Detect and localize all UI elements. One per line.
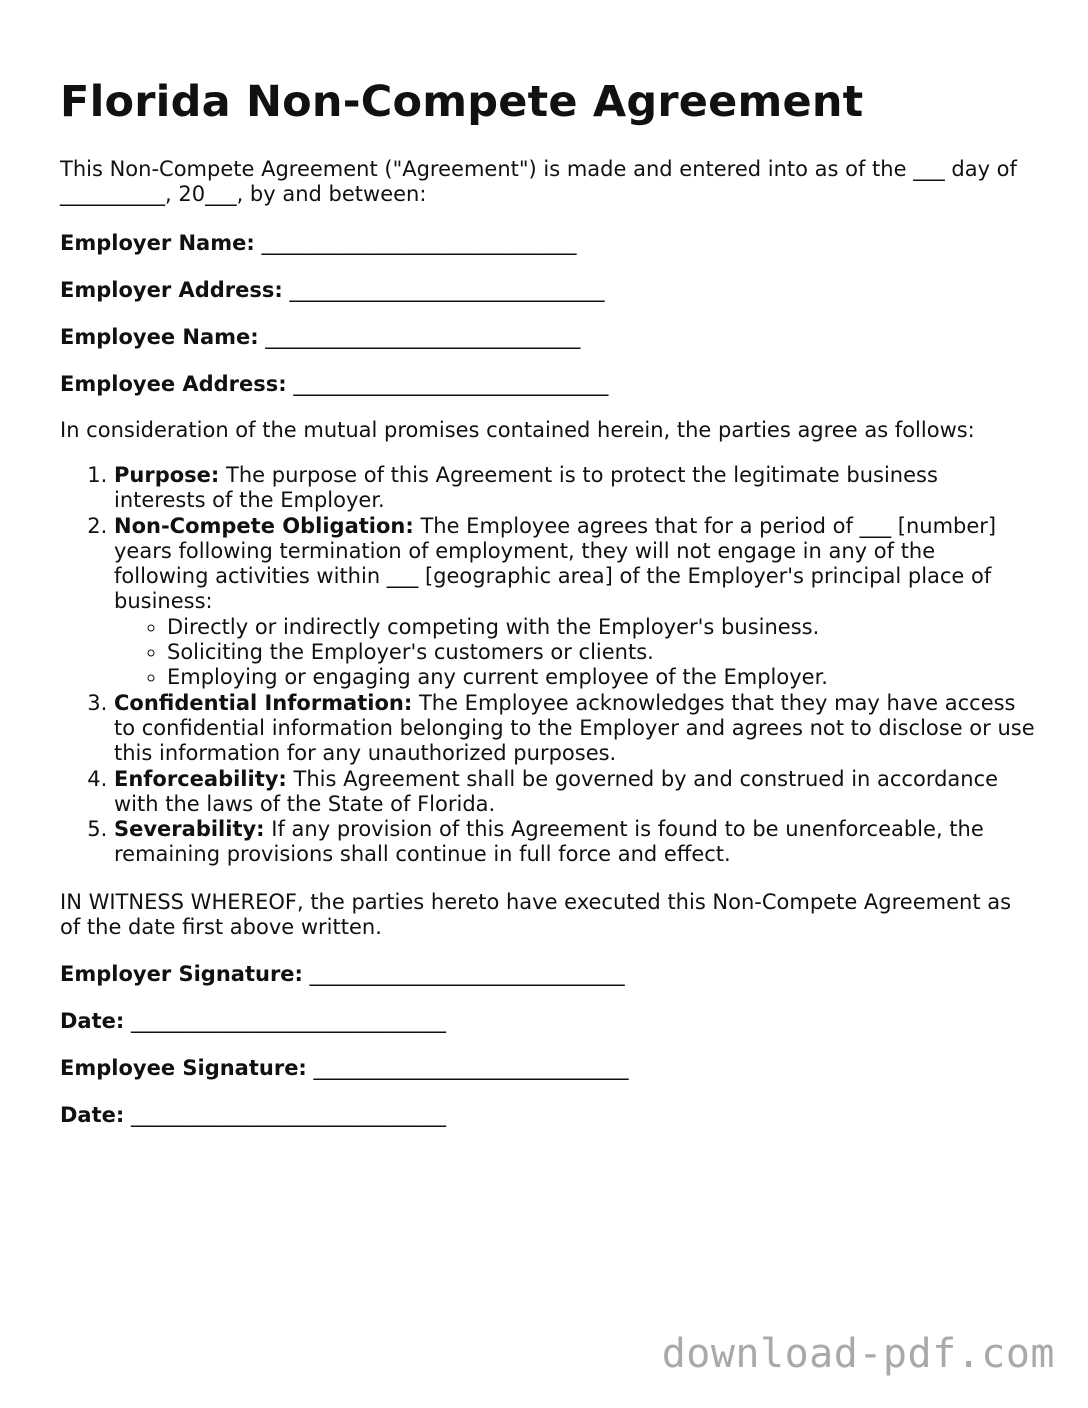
term-purpose: [114, 463, 1035, 514]
term-title: Confidential Information:: [114, 690, 413, 715]
term-title: Purpose:: [114, 463, 220, 487]
term-non-compete-obligation: [114, 514, 1035, 691]
employee-address-blank: ______________________________: [293, 372, 609, 396]
employee-signature-field: [60, 1055, 1035, 1082]
employer-date-field: [60, 1008, 1035, 1035]
term-text: If any provision of this Agreement is found to be unenforceable, the remaining provisions shall continue in full force and effect.: [114, 817, 984, 867]
employee-name-blank: ______________________________: [265, 325, 581, 349]
term-title: Enforceability:: [114, 766, 287, 791]
employee-address-label: Employee Address:: [60, 372, 287, 396]
employee-signature-label: Employee Signature:: [60, 1055, 307, 1080]
intro-paragraph: This Non-Compete Agreement ("Agreement") is made and entered into as of the ___ day of __________, 20___, by and between:: [60, 157, 1017, 206]
term-text: The Employee acknowledges that they may have access to confidential information belonging to the Employer and agrees not to disclose or use this information for any unauthorized purposes.: [114, 690, 1035, 766]
term-title: Severability:: [114, 817, 265, 842]
term-confidential-information: [114, 691, 1035, 767]
employer-signature-label: Employer Signature:: [60, 961, 303, 986]
list-item: ◦ Soliciting the Employer's customers or clients.: [167, 640, 1035, 665]
employer-signature-blank: ______________________________: [309, 961, 625, 986]
employer-date-blank: ______________________________: [130, 1008, 446, 1033]
term-text: This Agreement shall be governed by and construed in accordance with the laws of the State of Florida.: [114, 766, 999, 816]
witness-paragraph: IN WITNESS WHEREOF, the parties hereto have executed this Non-Compete Agreement as of the date first above written.: [60, 889, 1012, 940]
list-item: ◦ Directly or indirectly competing with the Employer's business.: [167, 615, 1035, 640]
consideration-paragraph: In consideration of the mutual promises contained herein, the parties agree as follows:: [60, 418, 975, 442]
restricted-activities-list: [114, 615, 1035, 691]
employee-date-blank: ______________________________: [130, 1102, 446, 1127]
term-enforceability: [114, 767, 1035, 818]
employer-name-field: [60, 230, 1035, 257]
employer-signature-field: [60, 961, 1035, 988]
document-page: [60, 76, 1035, 1129]
employer-name-blank: ______________________________: [261, 231, 577, 255]
list-item: ◦ Employing or engaging any current employee of the Employer.: [167, 665, 1035, 690]
employee-name-field: [60, 324, 1035, 351]
watermark: download-pdf.com: [661, 1331, 1055, 1377]
employer-address-field: [60, 277, 1035, 304]
term-text: The Employee agrees that for a period of ___ [number] years following termination of employment, they will not engage in any of the following activities within ___ [geographic area] of the Employer's principal place of business:: [114, 513, 997, 614]
employer-address-blank: ______________________________: [289, 278, 605, 302]
employer-name-label: Employer Name:: [60, 231, 255, 255]
employee-name-label: Employee Name:: [60, 325, 259, 349]
terms-list: [60, 463, 1035, 868]
term-text: The purpose of this Agreement is to protect the legitimate business interests of the Employer.: [114, 463, 938, 513]
term-title: Non-Compete Obligation:: [114, 513, 414, 538]
employee-address-field: [60, 371, 1035, 398]
employer-date-label: Date:: [60, 1008, 125, 1033]
employer-address-label: Employer Address:: [60, 278, 283, 302]
employee-date-field: [60, 1102, 1035, 1129]
document-title: Florida Non-Compete Agreement: [60, 77, 864, 127]
term-severability: [114, 817, 1035, 868]
employee-date-label: Date:: [60, 1102, 125, 1127]
employee-signature-blank: ______________________________: [313, 1055, 629, 1080]
